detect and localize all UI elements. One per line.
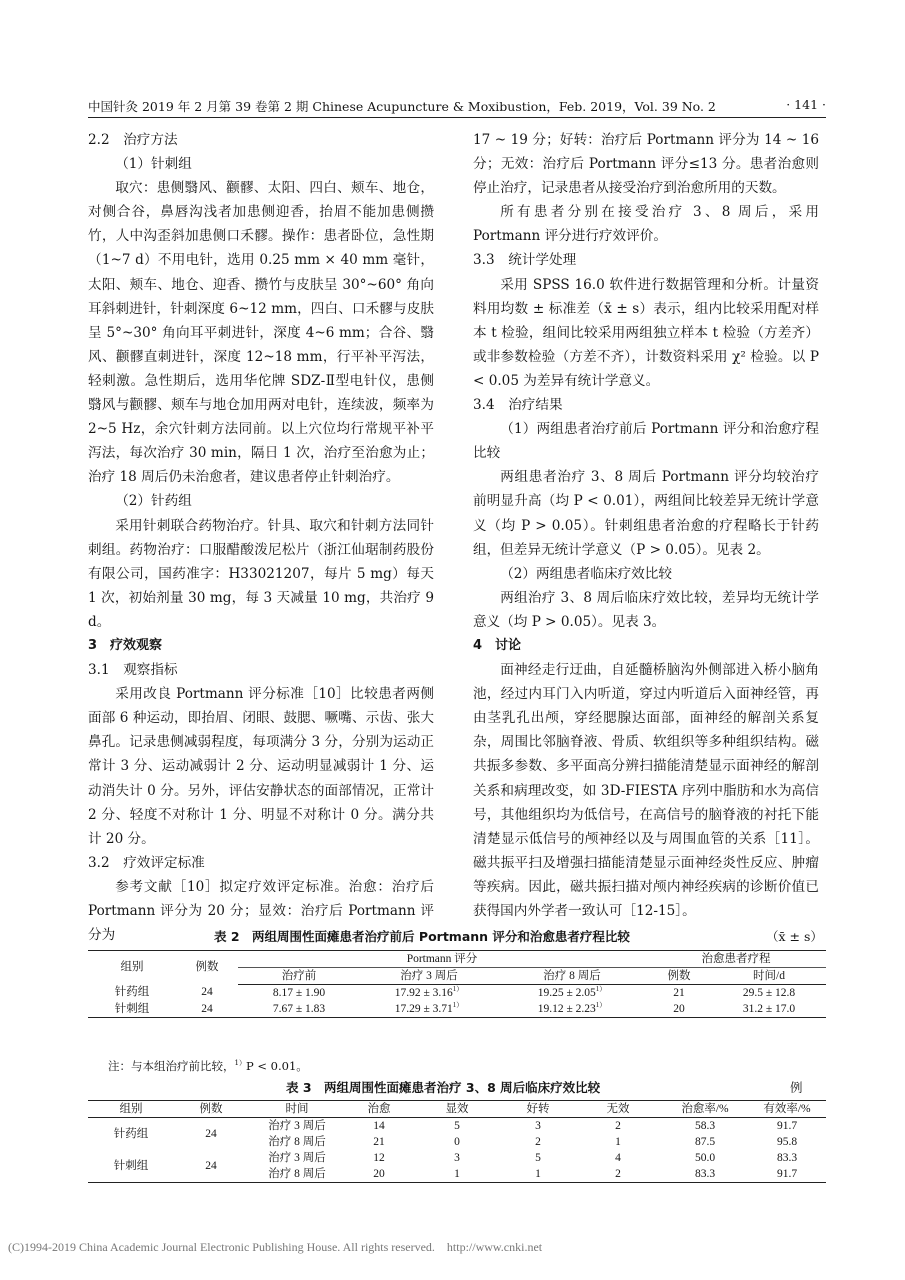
left-column	[88, 128, 434, 947]
t2-head-cure: 治愈患者疗程	[646, 951, 826, 968]
body-paragraph: （1）两组患者治疗前后 Portmann 评分和治愈疗程比较	[473, 421, 819, 462]
body-paragraph: 两组治疗 3、8 周后临床疗效比较，差异均无统计学意义（均 P > 0.05）。见表 3。	[473, 589, 819, 630]
t3-cell: 24	[205, 1127, 217, 1140]
t3-cell: 针刺组	[88, 1150, 174, 1183]
t3-cell: 1	[502, 1166, 574, 1183]
section-heading: 3.3 统计学处理	[473, 252, 577, 269]
t2-cell: 针刺组	[88, 1001, 176, 1018]
t3-cell: 91.7	[748, 1166, 826, 1183]
t3-cell: 1	[412, 1166, 502, 1183]
table-row	[88, 1118, 826, 1135]
body-paragraph: 采用改良 Portmann 评分标准［10］比较患者两侧面部 6 种运动，即抬眉、闭眼、鼓腮、噘嘴、示齿、张大鼻孔。记录患侧减弱程度，每项满分 3 分，分别为运动正常计 3 分、运动减弱计 2 分、运动明显减弱计 1 分、运动消失计 0 分。另外，评估安静状态的面部情况，正常计 2 分、轻度不对称计 1 分、明显不对称计 0 分。满分共计 20 分。	[88, 686, 434, 847]
table3-caption: 表 3 两组周围性面瘫患者治疗 3、8 周后临床疗效比较	[286, 1080, 601, 1095]
t3-cell: 87.5	[694, 1135, 716, 1148]
body-paragraph: 采用针刺联合药物治疗。针具、取穴和针刺方法同针刺组。药物治疗：口服醋酸泼尼松片（浙江仙琚制药股份有限公司，国药准字：H33021207，每片 5 mg）每天 1 次，初始剂量 30 mg，每 3 天减量 10 mg，共治疗 9 d。	[88, 517, 434, 630]
t3-cell: 83.3	[776, 1151, 798, 1164]
body-paragraph: 参考文献［10］拟定疗效评定标准。治愈：治疗后 Portmann 评分为 20 分；显效：治疗后 Portmann 评分为	[88, 878, 434, 944]
t3-cell: 24	[174, 1150, 248, 1183]
table-row	[88, 985, 826, 1002]
t3-cell: 20	[346, 1166, 412, 1183]
t3-cell: 4	[615, 1151, 621, 1164]
running-header	[88, 95, 826, 118]
t2-cell: 24	[201, 986, 213, 999]
t2-mark: 1）	[595, 984, 607, 993]
table2-unit: （x̄ ± s）	[766, 929, 823, 944]
body-paragraph: 17 ~ 19 分；好转：治疗后 Portmann 评分为 14 ~ 16 分；无效：治疗后 Portmann 评分≤13 分。患者治愈则停止治疗，记录患者从接受治疗到治愈所用的天数。	[473, 132, 819, 197]
section-heading: 3 疗效观察	[88, 637, 163, 653]
t3-cell: 治疗 3 周后	[268, 1119, 326, 1132]
body-paragraph: 采用 SPSS 16.0 软件进行数据管理和分析。计量资料用均数 ± 标准差（x̄ ± s）表示，组内比较采用配对样本 t 检验，组间比较采用两组独立样本 t 检验（方差齐）或非参数检验（方差不齐），计数资料采用 χ² 检验。以 P < 0.05 为差异有统计学意义。	[473, 276, 819, 389]
t2-value: 17.29 ± 3.71	[394, 1002, 453, 1015]
t3-cell: 5	[535, 1151, 541, 1164]
t2-cell: 8.17 ± 1.90	[272, 986, 326, 999]
t2-sub-w3: 治疗 3 周后	[360, 968, 498, 985]
body-paragraph: 两组患者治疗 3、8 周后 Portmann 评分均较治疗前明显升高（均 P < 0.01），两组间比较差异无统计学意义（均 P > 0.05）。针刺组患者治愈的疗程略长于针药组，但差异无统计学意义（P > 0.05）。见表 2。	[473, 469, 819, 558]
body-paragraph: （1）针刺组	[115, 156, 192, 173]
body-paragraph: 所有患者分别在接受治疗 3、8 周后，采用 Portmann 评分进行疗效评价。	[473, 204, 819, 245]
table2-note	[108, 1058, 308, 1074]
t2-cell: 针药组	[114, 986, 150, 999]
t2-cell	[498, 985, 646, 1002]
body-paragraph: 面神经走行迂曲，自延髓桥脑沟外侧部进入桥小脑角池，经过内耳门入内听道，穿过内听道后入面神经管，再由茎乳孔出颅，穿经腮腺达面部，面神经的解剖关系复杂，周围比邻脑脊液、骨质、软组织等多种组织结构。磁共振多参数、多平面高分辨扫描能清楚显示面神经的解剖关系和病理改变，如 3D-FIESTA 序列中脂肪和水为高信号，其他组织均为低信号，在高信号的脑脊液的衬托下能清楚显示低信号的颅神经以及与周围血管的关系［11］。磁共振平扫及增强扫描能清楚显示面神经炎性反应、肿瘤等疾病。因此，磁共振扫描对颅内神经疾病的诊断价值已获得国内外学者一致认可［12-15］。	[473, 662, 819, 919]
t2-cell: 24	[176, 1001, 238, 1018]
t3-cell: 50.0	[694, 1151, 716, 1164]
body-paragraph: （2）针药组	[115, 493, 192, 510]
t2-head-portmann: Portmann 评分	[238, 951, 646, 968]
table3	[88, 1100, 826, 1183]
section-heading: 4 讨论	[473, 637, 522, 653]
table2-caption: 表 2 两组周围性面瘫患者治疗前后 Portmann 评分和治愈患者疗程比较	[214, 929, 630, 944]
t3-cell: 21	[373, 1135, 385, 1148]
t3-head: 组别	[88, 1101, 174, 1118]
t3-cell: 0	[454, 1135, 460, 1148]
t2-cell: 7.67 ± 1.83	[238, 1001, 360, 1018]
t2-sub-before: 治疗前	[238, 968, 360, 985]
t3-cell: 2	[535, 1135, 541, 1148]
section-heading: 3.4 治疗结果	[473, 397, 563, 414]
table-row	[88, 1150, 826, 1166]
t3-cell: 治疗 8 周后	[248, 1166, 346, 1183]
section-heading: 2.2 治疗方法	[88, 132, 178, 148]
t2-value: 17.92 ± 3.16	[394, 986, 453, 999]
t2-sub-cure-n: 例数	[646, 968, 712, 985]
t3-cell: 91.7	[776, 1119, 798, 1132]
t2-cell	[498, 1001, 646, 1018]
t2-cell: 31.2 ± 17.0	[712, 1001, 826, 1018]
t3-head: 有效率/%	[748, 1101, 826, 1118]
t3-head: 好转	[502, 1101, 574, 1118]
t3-head: 时间	[248, 1101, 346, 1118]
t3-head: 治愈率/%	[662, 1101, 748, 1118]
t3-cell: 12	[373, 1151, 385, 1164]
t3-cell: 2	[615, 1119, 621, 1132]
t3-cell: 58.3	[694, 1119, 716, 1132]
t3-head: 例数	[174, 1101, 248, 1118]
t3-cell: 3	[454, 1151, 460, 1164]
section-heading: 3.2 疗效评定标准	[88, 854, 205, 871]
table-row	[88, 1001, 826, 1018]
table2	[88, 950, 826, 1018]
page-number: · 141 ·	[786, 97, 826, 112]
body-paragraph: 取穴：患侧翳风、颧髎、太阳、四白、颊车、地仓，对侧合谷，鼻唇沟浅者加患侧迎香，抬眉不能加患侧攒竹，人中沟歪斜加患侧口禾髎。操作：患者卧位，急性期（1~7 d）不用电针，选用 0.25 mm × 40 mm 毫针，太阳、颊车、地仓、迎香、攒竹与皮肤呈 30°~60° 角向耳斜刺进针，针刺深度 6~12 mm，四白、口禾髎与皮肤呈 5°~30° 角向耳平刺进针，深度 4~6 mm；合谷、翳风、颧髎直刺进针，深度 12~18 mm，行平补平泻法，轻刺激。急性期后，选用华佗牌 SDZ-Ⅱ型电针仪，患侧翳风与颧髎、颊车与地仓加用两对电针，连续波，频率为 2~5 Hz，余穴针刺方法同前。以上穴位均行常规平补平泻法，每次治疗 30 min，隔日 1 次，治疗至治愈为止；治疗 18 周后仍未治愈者，建议患者停止针刺治疗。	[88, 180, 434, 486]
t3-cell: 治疗 3 周后	[268, 1151, 326, 1164]
right-column	[473, 128, 819, 923]
t3-cell: 1	[615, 1135, 621, 1148]
t3-cell: 14	[373, 1119, 385, 1132]
t3-cell: 95.8	[776, 1135, 798, 1148]
t2-mark: 1）	[595, 1000, 607, 1009]
section-heading: 3.1 观察指标	[88, 662, 178, 679]
t3-head: 无效	[574, 1101, 662, 1118]
t2-mark: 1）	[452, 1000, 464, 1009]
note-text: 注：与本组治疗前比较，	[108, 1059, 235, 1073]
t2-cell: 21	[673, 986, 685, 999]
t3-head: 显效	[412, 1101, 502, 1118]
t3-cell: 治疗 8 周后	[268, 1135, 326, 1148]
t2-head-n: 例数	[176, 951, 238, 985]
t2-value: 19.12 ± 2.23	[537, 1002, 596, 1015]
table3-unit: 例	[790, 1080, 803, 1095]
t3-cell: 3	[535, 1119, 541, 1132]
t2-cell: 29.5 ± 12.8	[742, 986, 796, 999]
t3-cell: 83.3	[662, 1166, 748, 1183]
t3-cell: 2	[574, 1166, 662, 1183]
t2-head-group: 组别	[88, 951, 176, 985]
journal-line: 中国针灸 2019 年 2 月第 39 卷第 2 期 Chinese Acupuncture & Moxibustion，Feb. 2019，Vol. 39 No. 2	[88, 99, 716, 114]
body-paragraph: （2）两组患者临床疗效比较	[500, 565, 672, 582]
copyright-footer: (C)1994-2019 China Academic Journal Electronic Publishing House. All rights reserved. http://www.cnki.net	[8, 1240, 543, 1254]
t2-mark: 1）	[452, 984, 464, 993]
t3-head: 治愈	[346, 1101, 412, 1118]
t2-sub-w8: 治疗 8 周后	[498, 968, 646, 985]
t2-cell	[360, 1001, 498, 1018]
t2-cell: 20	[646, 1001, 712, 1018]
t2-cell	[360, 985, 498, 1002]
t3-cell: 针药组	[113, 1127, 149, 1140]
t3-cell: 5	[454, 1119, 460, 1132]
t2-value: 19.25 ± 2.05	[537, 986, 596, 999]
note-text: P < 0.01。	[245, 1059, 308, 1073]
t2-sub-days: 时间/d	[712, 968, 826, 985]
note-mark: 1）	[234, 1059, 246, 1068]
